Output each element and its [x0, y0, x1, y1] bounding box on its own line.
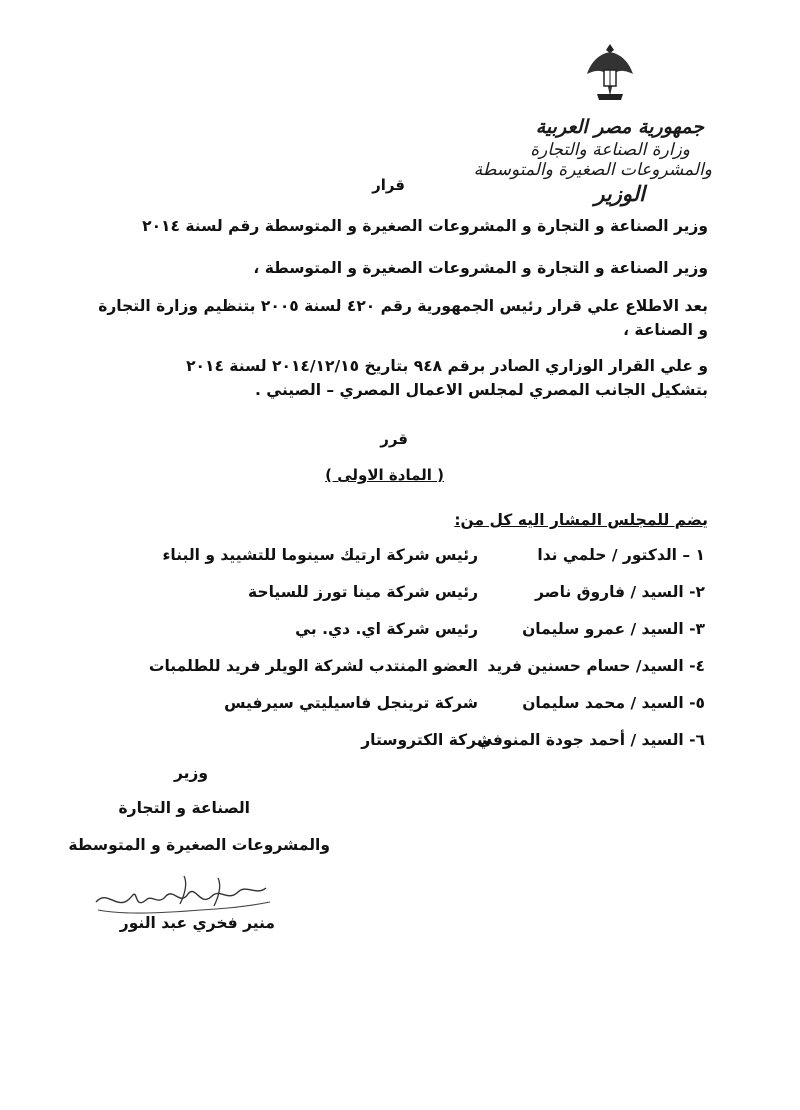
- preamble-line-3b: و الصناعة ،: [623, 321, 708, 339]
- signature-ministry-sub: والمشروعات الصغيرة و المتوسطة: [68, 836, 330, 854]
- member-role: رئيس شركة اي. دي. بي: [295, 620, 478, 638]
- member-name: ٤- السيد/ حسام حسنين فريد: [487, 657, 705, 675]
- member-role: شركة الكتروستار: [361, 731, 492, 749]
- signature-ministry: الصناعة و التجارة: [118, 799, 250, 817]
- members-intro: يضم للمجلس المشار اليه كل من:: [454, 511, 708, 529]
- member-role: شركة ترينجل فاسيليتي سيرفيس: [224, 694, 478, 712]
- member-name: ١ – الدكتور / حلمي ندا: [537, 546, 705, 564]
- member-role: رئيس شركة ارتيك سينوما للتشييد و البناء: [162, 546, 478, 564]
- member-role: العضو المنتدب لشركة الويلر فريد للطلمبات: [148, 657, 478, 675]
- preamble-line-4b: بتشكيل الجانب المصري لمجلس الاعمال المصري – الصيني .: [254, 381, 708, 399]
- eagle-emblem-icon: [585, 40, 635, 102]
- header-ministry: وزارة الصناعة والتجارة: [530, 140, 690, 160]
- decree-title: قرار: [372, 176, 405, 194]
- member-name: ٦- السيد / أحمد جودة المنوفي: [477, 731, 705, 749]
- signatory-name: منير فخري عبد النور: [119, 914, 275, 932]
- preamble-line-1: وزير الصناعة و التجارة و المشروعات الصغيرة و المتوسطة رقم لسنة ٢٠١٤: [142, 217, 708, 235]
- header-minister: الوزير: [594, 181, 645, 206]
- member-name: ٥- السيد / محمد سليمان: [522, 694, 705, 712]
- header-country: جمهورية مصر العربية: [535, 116, 704, 138]
- member-name: ٣- السيد / عمرو سليمان: [522, 620, 705, 638]
- preamble-paragraph-3: [98, 294, 708, 342]
- preamble-line-2: وزير الصناعة و التجارة و المشروعات الصغيرة و المتوسطة ،: [253, 259, 708, 277]
- preamble-line-3a: بعد الاطلاع علي قرار رئيس الجمهورية رقم ٤٢٠ لسنة ٢٠٠٥ بتنظيم وزارة التجارة: [98, 297, 708, 315]
- header-ministry-sub: والمشروعات الصغيرة والمتوسطة: [473, 160, 712, 180]
- article-title: ( المادة الاولى ): [325, 466, 444, 484]
- signature-title: وزير: [173, 764, 208, 782]
- preamble-paragraph-4: [186, 354, 708, 402]
- member-role: رئيس شركة مينا تورز للسياحة: [248, 583, 478, 601]
- decision-heading: قرر: [380, 430, 408, 448]
- member-name: ٢- السيد / فاروق ناصر: [535, 583, 705, 601]
- preamble-line-4a: و علي القرار الوزاري الصادر برقم ٩٤٨ بتاريخ ٢٠١٤/١٢/١٥ لسنة ٢٠١٤: [186, 357, 708, 375]
